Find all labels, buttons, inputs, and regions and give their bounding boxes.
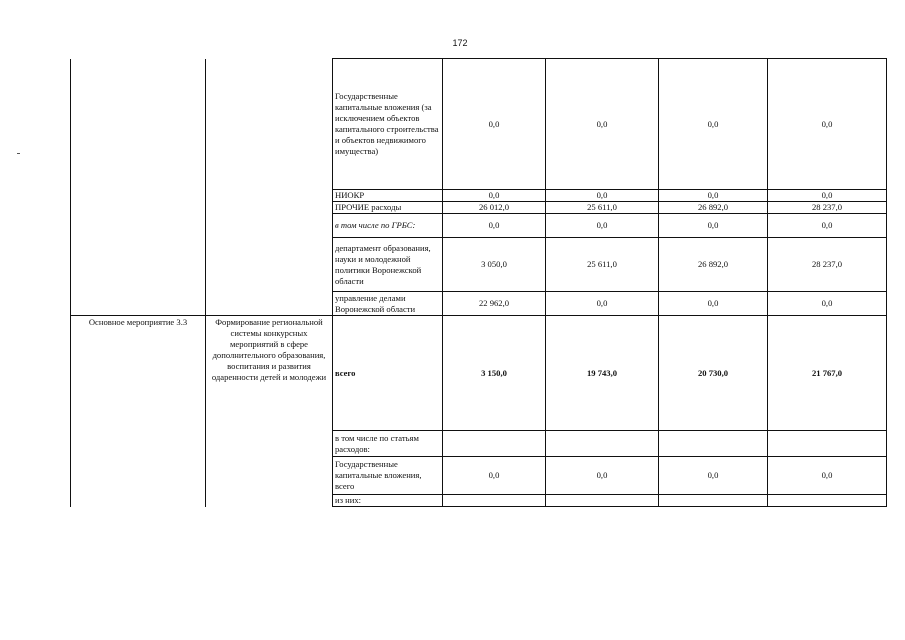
- row-label: Государственные капитальные вложения, всего: [333, 457, 443, 495]
- value-cell: 3 150,0: [443, 316, 546, 431]
- value-cell: 0,0: [768, 190, 887, 202]
- measure-type-cell-continued: [71, 59, 206, 316]
- row-label: в том числе по статьям расходов:: [333, 431, 443, 457]
- value-cell: 0,0: [768, 214, 887, 238]
- value-cell: [659, 495, 768, 507]
- value-cell: 0,0: [546, 292, 659, 316]
- row-label: в том числе по ГРБС:: [333, 214, 443, 238]
- value-cell: 25 611,0: [546, 202, 659, 214]
- table-row: [71, 316, 887, 431]
- row-label: ПРОЧИЕ расходы: [333, 202, 443, 214]
- value-cell: 0,0: [659, 214, 768, 238]
- row-label: НИОКР: [333, 190, 443, 202]
- value-cell: 20 730,0: [659, 316, 768, 431]
- row-label: департамент образования, науки и молодежной политики Воронежской области: [333, 238, 443, 292]
- page-number: 172: [452, 38, 468, 48]
- value-cell: 0,0: [659, 190, 768, 202]
- value-cell: 0,0: [768, 59, 887, 190]
- value-cell: 3 050,0: [443, 238, 546, 292]
- row-label: Государственные капитальные вложения (за исключением объектов капитального строительства и объектов недвижимого имущества): [333, 59, 443, 190]
- value-cell: 0,0: [546, 214, 659, 238]
- value-cell: 0,0: [546, 190, 659, 202]
- value-cell: [659, 431, 768, 457]
- value-cell: [546, 495, 659, 507]
- measure-name-cell-continued: [206, 59, 333, 316]
- value-cell: 0,0: [546, 457, 659, 495]
- value-cell: 0,0: [443, 214, 546, 238]
- value-cell: 0,0: [659, 292, 768, 316]
- value-cell: [443, 495, 546, 507]
- value-cell: 19 743,0: [546, 316, 659, 431]
- value-cell: 26 012,0: [443, 202, 546, 214]
- value-cell: 0,0: [443, 457, 546, 495]
- value-cell: [546, 431, 659, 457]
- value-cell: [768, 495, 887, 507]
- measure-name-cell: Формирование региональной системы конкурсных мероприятий в сфере дополнительного образования, воспитания и развития одаренности детей и молодежи: [206, 316, 333, 507]
- value-cell: 0,0: [443, 190, 546, 202]
- value-cell: 0,0: [768, 457, 887, 495]
- value-cell: 26 892,0: [659, 238, 768, 292]
- value-cell: 0,0: [768, 292, 887, 316]
- value-cell: [768, 431, 887, 457]
- value-cell: 28 237,0: [768, 238, 887, 292]
- value-cell: 0,0: [443, 59, 546, 190]
- value-cell: 0,0: [546, 59, 659, 190]
- table-row: [71, 59, 887, 190]
- measure-type-cell: Основное мероприятие 3.3: [71, 316, 206, 507]
- row-label: управление делами Воронежской области: [333, 292, 443, 316]
- value-cell: 0,0: [659, 59, 768, 190]
- scan-mark: [17, 153, 20, 154]
- row-label: из них:: [333, 495, 443, 507]
- value-cell: 26 892,0: [659, 202, 768, 214]
- value-cell: 0,0: [659, 457, 768, 495]
- value-cell: 21 767,0: [768, 316, 887, 431]
- budget-table: [70, 58, 887, 507]
- value-cell: [443, 431, 546, 457]
- value-cell: 28 237,0: [768, 202, 887, 214]
- row-label: всего: [333, 316, 443, 431]
- value-cell: 25 611,0: [546, 238, 659, 292]
- value-cell: 22 962,0: [443, 292, 546, 316]
